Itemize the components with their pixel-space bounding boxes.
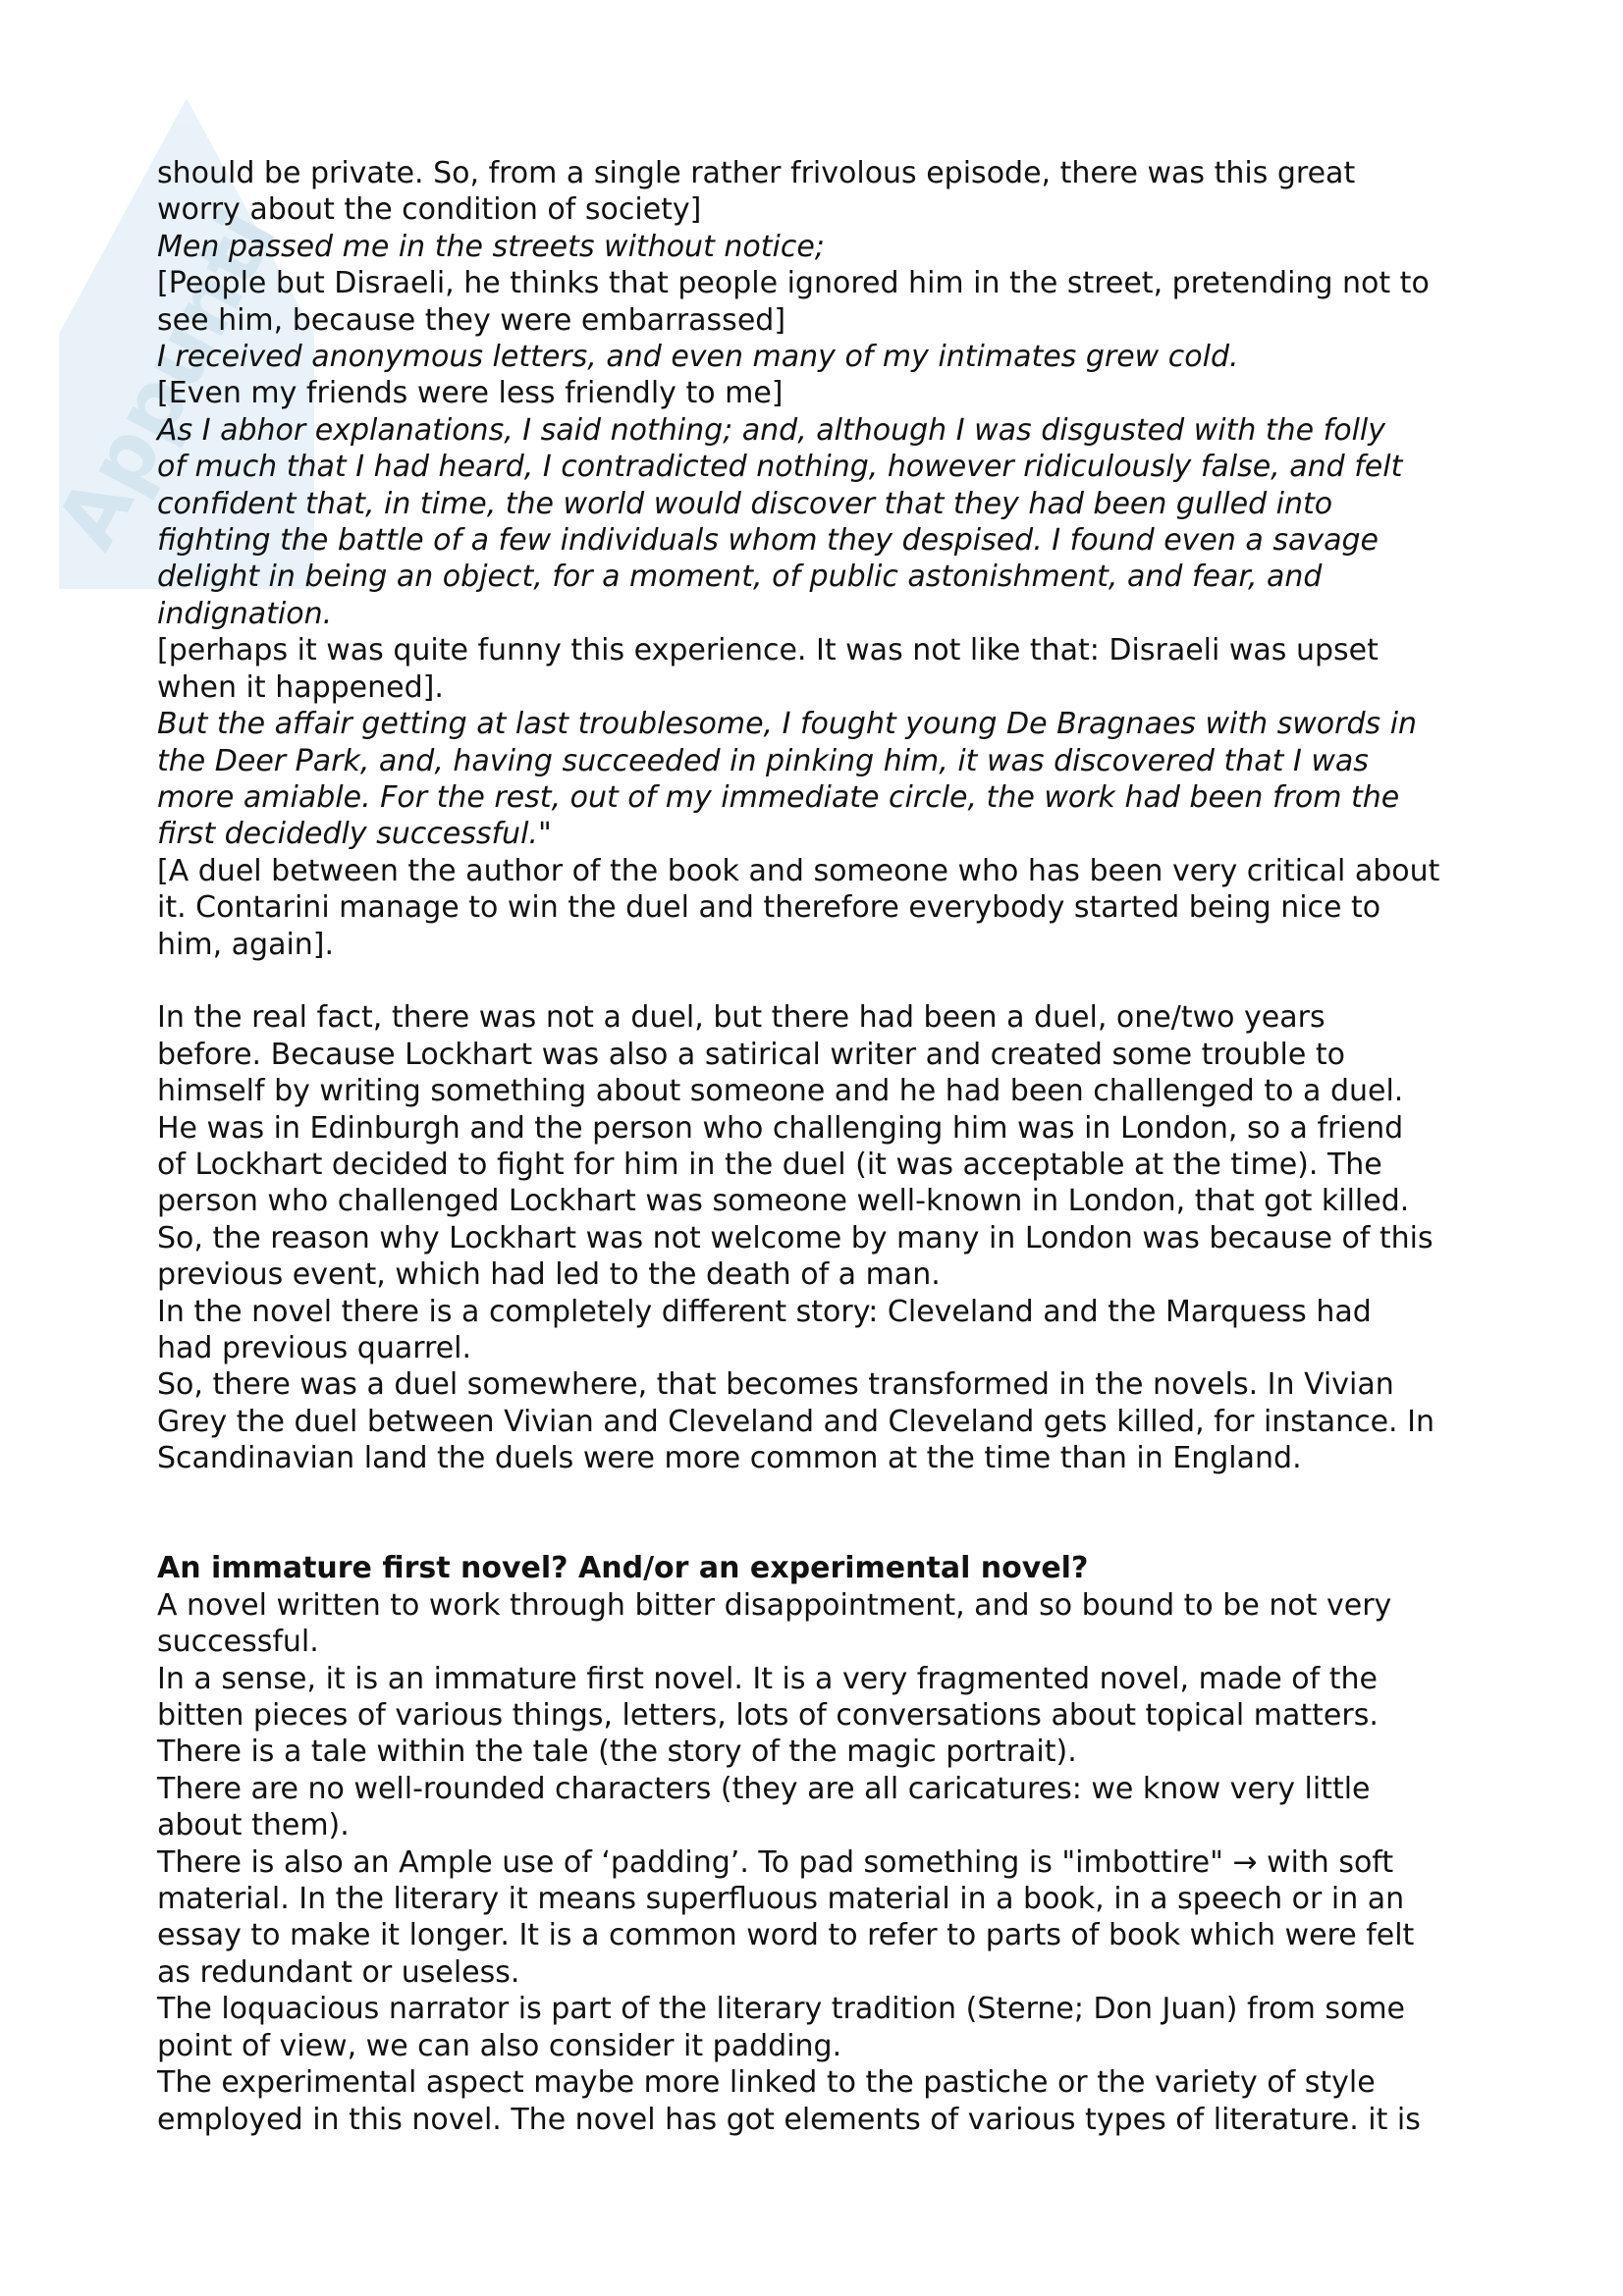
document-body (157, 155, 1492, 2138)
quote-line: I received anonymous letters, and even many of my intimates grew cold. (157, 340, 1239, 375)
quote-line: But the affair getting at last troublesome, I fought young De Bragnaes with swords in (157, 707, 1418, 742)
quote-line: Men passed me in the streets without notice; (157, 229, 825, 264)
text-line: worry about the condition of society] (157, 192, 702, 228)
text-line: Grey the duel between Vivian and Cleveland and Cleveland gets killed, for instance. In (157, 1404, 1434, 1439)
text-line: previous event, which had led to the death of a man. (157, 1257, 941, 1293)
text-line: The loquacious narrator is part of the literary tradition (Sterne; Don Juan) from some (157, 1992, 1406, 2027)
closing-quote-mark: " (537, 817, 552, 852)
text-line: see him, because they were embarrassed] (157, 302, 786, 338)
text-line: point of view, we can also consider it padding. (157, 2028, 842, 2063)
text-line: There are no well-rounded characters (they are all caricatures: we know very little (157, 1771, 1371, 1806)
watermark-text: Appunti (37, 194, 296, 564)
text-line: [perhaps it was quite funny this experience. It was not like that: Disraeli was upset (157, 633, 1379, 668)
quote-line-end (157, 816, 1492, 852)
text-line: him, again]. (157, 927, 335, 962)
text-line: In a sense, it is an immature first novel. It is a very fragmented novel, made of the (157, 1661, 1378, 1696)
text-line: So, the reason why Lockhart was not welcome by many in London was because of this (157, 1220, 1434, 1255)
text-line: about them). (157, 1808, 350, 1843)
text-line: There is also an Ample use of ‘padding’. To pad something is "imbottire" → with soft (157, 1844, 1394, 1880)
text-line: In the novel there is a completely different story: Cleveland and the Marquess had (157, 1294, 1372, 1329)
quote-line: As I abhor explanations, I said nothing; and, although I was disgusted with the folly (157, 412, 1385, 448)
text-line: Scandinavian land the duels were more common at the time than in England. (157, 1441, 1302, 1476)
text-line: So, there was a duel somewhere, that becomes transformed in the novels. In Vivian (157, 1367, 1394, 1403)
section-spacer (157, 1477, 1492, 1551)
quote-line: indignation. (157, 596, 333, 631)
text-line: He was in Edinburgh and the person who challenging him was in London, so a friend (157, 1110, 1404, 1146)
text-line: successful. (157, 1625, 319, 1660)
paragraph-spacer (157, 963, 1492, 999)
text-line: material. In the literary it means superfluous material in a book, in a speech or in an (157, 1882, 1405, 1917)
text-line: There is a tale within the tale (the story of the magic portrait). (157, 1735, 1077, 1770)
text-line: [People but Disraeli, he thinks that people ignored him in the street, pretending not to (157, 266, 1430, 301)
text-line: [A duel between the author of the book and someone who has been very critical about (157, 853, 1440, 888)
quote-line: more amiable. For the rest, out of my immediate circle, the work had been from the (157, 779, 1400, 815)
quote-line: fighting the battle of a few individuals whom they despised. I found even a savage (157, 523, 1379, 559)
text-line: should be private. So, from a single rather frivolous episode, there was this great (157, 156, 1356, 190)
text-line: essay to make it longer. It is a common word to refer to parts of book which were felt (157, 1918, 1415, 1953)
text-line: it. Contarini manage to win the duel and therefore everybody started being nice to (157, 890, 1381, 926)
text-line: bitten pieces of various things, letters, lots of conversations about topical matters. (157, 1698, 1379, 1734)
text-line: employed in this novel. The novel has got elements of various types of literature. it is (157, 2102, 1421, 2137)
quote-line-end-text: first decidedly successful. (157, 817, 538, 852)
text-line: [Even my friends were less friendly to me] (157, 376, 784, 411)
quote-line: the Deer Park, and, having succeeded in pinking him, it was discovered that I was (157, 743, 1369, 778)
text-line: when it happened]. (157, 669, 444, 705)
text-line: A novel written to work through bitter disappointment, and so bound to be not very (157, 1587, 1392, 1623)
text-line: before. Because Lockhart was also a satirical writer and created some trouble to (157, 1037, 1345, 1072)
text-line: In the real fact, there was not a duel, but there had been a duel, one/two years (157, 1000, 1325, 1036)
text-line: had previous quarrel. (157, 1330, 472, 1365)
quote-line: delight in being an object, for a moment, of public astonishment, and fear, and (157, 560, 1323, 595)
text-line: person who challenged Lockhart was someone well-known in London, that got killed. (157, 1184, 1410, 1219)
text-line: as redundant or useless. (157, 1954, 520, 1990)
quote-line: of much that I had heard, I contradicted nothing, however ridiculously false, and felt (157, 450, 1403, 485)
text-line: of Lockhart decided to fight for him in the duel (it was acceptable at the time). The (157, 1147, 1382, 1182)
text-line: The experimental aspect maybe more linked to the pastiche or the variety of style (157, 2065, 1376, 2101)
text-line: himself by writing something about someone and he had been challenged to a duel. (157, 1074, 1404, 1109)
section-heading: An immature first novel? And/or an experimental novel? (157, 1551, 1089, 1586)
quote-line: confident that, in time, the world would discover that they had been gulled into (157, 486, 1333, 521)
